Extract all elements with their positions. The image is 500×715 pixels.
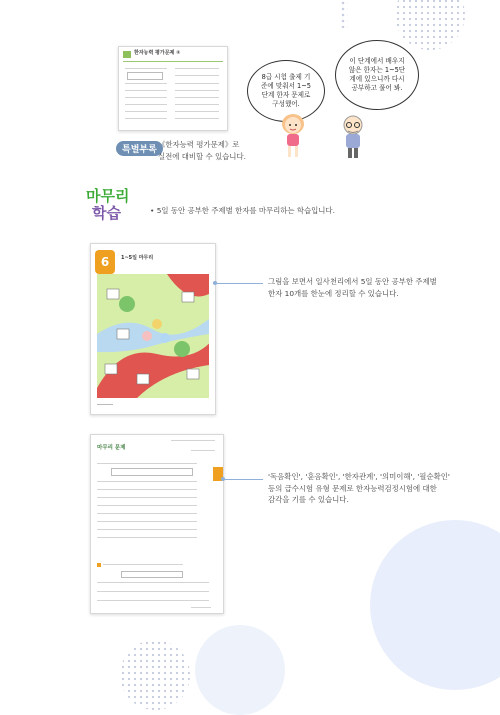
map-illustration	[97, 274, 209, 398]
callout-line-3	[223, 479, 263, 480]
day-badge	[95, 250, 115, 274]
problems-callout-text	[268, 471, 450, 506]
wrap-up-callout-text	[268, 276, 437, 299]
day-number: 6	[100, 255, 110, 269]
logo-top-text: 마무리	[86, 187, 130, 205]
thumb-header-icon	[123, 51, 131, 58]
wrap-up-callout-line2: 한자 10개를 한눈에 정리할 수 있습니다.	[268, 288, 399, 298]
dot-pattern-top-right	[395, 0, 465, 50]
appendix-description	[158, 139, 246, 162]
logo-bottom-text: 학습	[92, 204, 121, 222]
special-appendix-badge: 특별부록	[116, 141, 163, 156]
speech-bubble-right	[335, 40, 419, 110]
girl-character-illustration	[278, 112, 308, 160]
dot-pattern-bottom	[120, 640, 190, 710]
appendix-desc-line1: 《한자능력 평가문제》로	[158, 140, 240, 149]
problem-number-2	[97, 563, 101, 567]
thumb-title: 한자능력 평가문제 ①	[134, 50, 181, 56]
special-appendix-thumbnail	[118, 46, 228, 131]
dot-column-decoration	[340, 0, 348, 28]
bubble-right-text: 이 단계에서 배우지 않은 한자는 1~5단계에 있으니까 다시 공부하고 풀어 봐.	[348, 57, 406, 92]
grandpa-character-illustration	[338, 114, 368, 160]
wrap-up-problems-thumbnail	[90, 434, 224, 614]
wrap-up-page-thumbnail	[90, 243, 216, 415]
problems-callout-line2: 등의 급수시험 유형 문제로 한자능력검정시험에 대한	[268, 483, 437, 493]
bubble-left-text: 8급 시험 출제 기준에 맞춰서 1~5단계 한자 문제로 구성했어.	[261, 73, 311, 108]
appendix-desc-line2: 실전에 대비할 수 있습니다.	[158, 151, 246, 161]
wrap-up-intro-text: • 5일 동안 공부한 주제별 한자를 마무리하는 학습입니다.	[150, 206, 335, 215]
problems-callout-line3: 감각을 기를 수 있습니다.	[268, 495, 349, 504]
background-circle-large	[370, 520, 500, 690]
wrap-up-study-logo	[86, 188, 144, 230]
thumb-page-title: 1~5일 마무리	[121, 255, 154, 261]
callout-line-2	[215, 283, 263, 284]
problems-callout-line1: '독음확인', '훈음확인', '한자관계', '의미이해', '필순확인'	[268, 472, 450, 481]
background-circle-small	[195, 625, 285, 715]
problems-thumb-title: 마무리 문제	[97, 445, 126, 451]
wrap-up-callout-line1: 그림을 보면서 일사천리에서 5일 동안 공부한 주제별	[268, 277, 437, 286]
